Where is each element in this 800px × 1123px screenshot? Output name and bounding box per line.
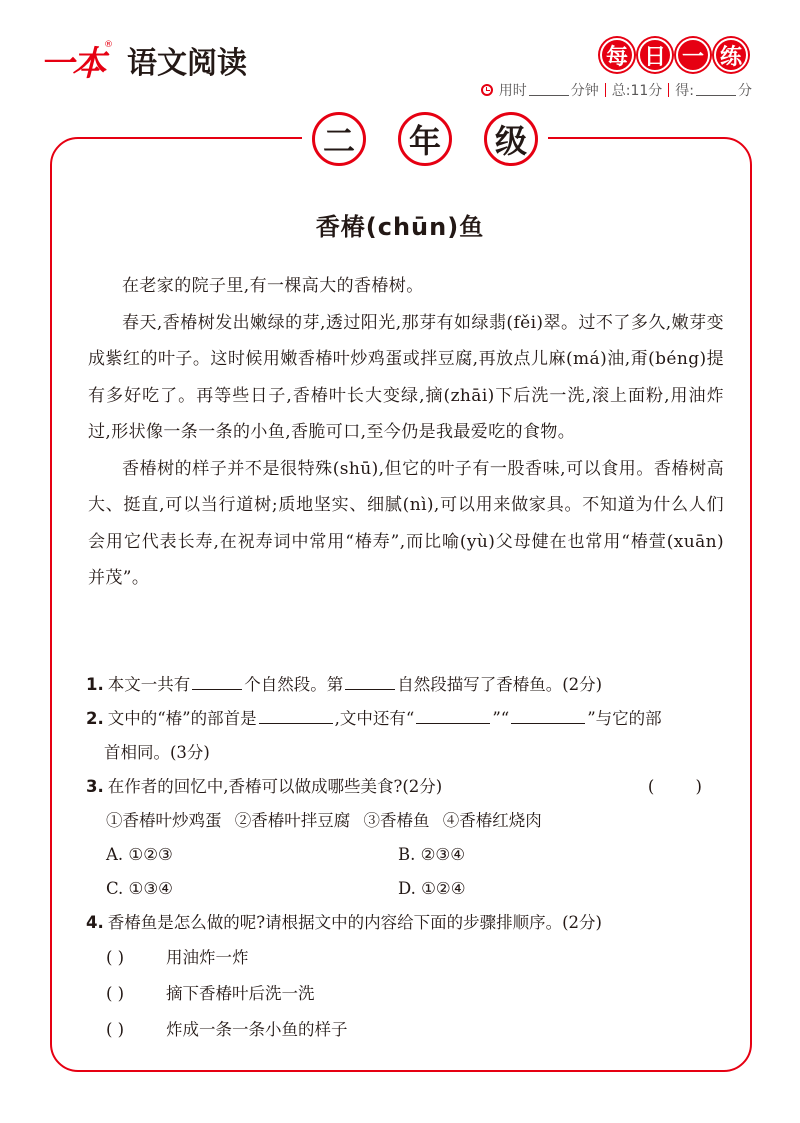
paragraph: 春天,香椿树发出嫩绿的芽,透过阳光,那芽有如绿翡(fěi)翠。过不了多久,嫩芽变成紫红的叶子。这时候用嫩香椿叶炒鸡蛋或拌豆腐,再放点儿麻(má)油,甭(béng)提有多好吃了。再等些日子,香椿叶长大变绿,摘(zhāi)下后洗一洗,滚上面粉,用油炸过,形状像一条一条的小鱼,香脆可口,至今仍是我最爱吃的食物。 (88, 312, 724, 442)
passage-body (88, 268, 724, 597)
clock-icon (481, 84, 493, 96)
daily-practice-badge (600, 38, 748, 72)
question-2-cont: 首相同。(3分) (104, 743, 210, 762)
step-item (106, 1012, 726, 1048)
answer-blank[interactable] (345, 672, 395, 690)
choice-c[interactable]: C. ①③④ (106, 879, 173, 898)
choice-d[interactable]: D. ①②④ (398, 879, 466, 898)
question-text: 自然段描写了香椿鱼。(2分) (397, 675, 603, 694)
daily-char: 练 (714, 38, 748, 72)
daily-char: 每 (600, 38, 634, 72)
answer-blank[interactable] (511, 706, 585, 724)
question-number: 2. (86, 709, 104, 728)
question-number: 4. (86, 913, 104, 932)
question-3 (86, 770, 726, 804)
choice-b[interactable]: B. ②③④ (398, 845, 465, 864)
question-text: 个自然段。第 (244, 675, 344, 694)
answer-parentheses[interactable]: ( ) (647, 777, 720, 796)
question-text: 本文一共有 (107, 675, 191, 694)
question-text: ”与它的部 (587, 709, 662, 728)
answer-blank[interactable] (416, 706, 490, 724)
daily-char: 日 (638, 38, 672, 72)
paragraph: 香椿树的样子并不是很特殊(shū),但它的叶子有一股香味,可以食用。香椿树高大、挺直,可以当行道树;质地坚实、细腻(nì),可以用来做家具。不知道为什么人们会用它代表长寿,在祝寿词中常用“椿寿”,而比喻(yù)父母健在也常用“椿萱(xuān)并茂”。 (88, 458, 724, 588)
answer-blank[interactable] (259, 706, 333, 724)
step-text: 炸成一条一条小鱼的样子 (166, 1020, 348, 1039)
question-text: ”“ (492, 709, 510, 728)
questions (86, 668, 726, 1048)
question-text: 文中的“椿”的部首是 (107, 709, 257, 728)
divider (668, 83, 669, 97)
total-score: 总:11分 (611, 83, 663, 99)
question-4-steps (86, 940, 726, 1048)
step-text: 用油炸一炸 (166, 948, 249, 967)
order-blank[interactable]: ( ) (106, 948, 125, 967)
question-number: 3. (86, 777, 104, 796)
order-blank[interactable]: ( ) (106, 1020, 125, 1039)
brand-logo: 一本 (40, 43, 104, 84)
step-text: 摘下香椿叶后洗一洗 (166, 984, 315, 1003)
grade-label (302, 112, 548, 166)
question-4 (86, 906, 726, 940)
score-blank[interactable] (696, 84, 736, 96)
answer-blank[interactable] (192, 672, 242, 690)
question-2 (86, 702, 726, 736)
score-unit: 分 (738, 83, 752, 99)
choice-a[interactable]: A. ①②③ (106, 845, 173, 864)
paragraph: 在老家的院子里,有一棵高大的香椿树。 (122, 276, 424, 296)
brand-header (40, 38, 247, 82)
question-text: 在作者的回忆中,香椿可以做成哪些美食?(2分) (107, 777, 443, 796)
step-item (106, 940, 726, 976)
question-1 (86, 668, 726, 702)
time-label: 用时 (498, 83, 527, 99)
question-number: 1. (86, 675, 104, 694)
registered-mark: ® (104, 40, 113, 50)
question-3-choices (86, 838, 726, 906)
score-bar (481, 80, 752, 100)
question-text: ,文中还有“ (334, 709, 415, 728)
order-blank[interactable]: ( ) (106, 984, 125, 1003)
grade-char: 级 (484, 112, 538, 166)
daily-char: 一 (676, 38, 710, 72)
passage-title: 香椿(chūn)鱼 (315, 213, 485, 241)
time-blank[interactable] (529, 84, 569, 96)
time-unit: 分钟 (570, 83, 599, 99)
question-3-options: ①香椿叶炒鸡蛋 ②香椿叶拌豆腐 ③香椿鱼 ④香椿红烧肉 (106, 811, 542, 830)
grade-char: 二 (312, 112, 366, 166)
score-label: 得: (675, 83, 694, 99)
step-item (106, 976, 726, 1012)
divider (605, 83, 606, 97)
grade-char: 年 (398, 112, 452, 166)
question-text: 香椿鱼是怎么做的呢?请根据文中的内容给下面的步骤排顺序。(2分) (107, 913, 602, 932)
book-title: 语文阅读 (127, 46, 247, 81)
